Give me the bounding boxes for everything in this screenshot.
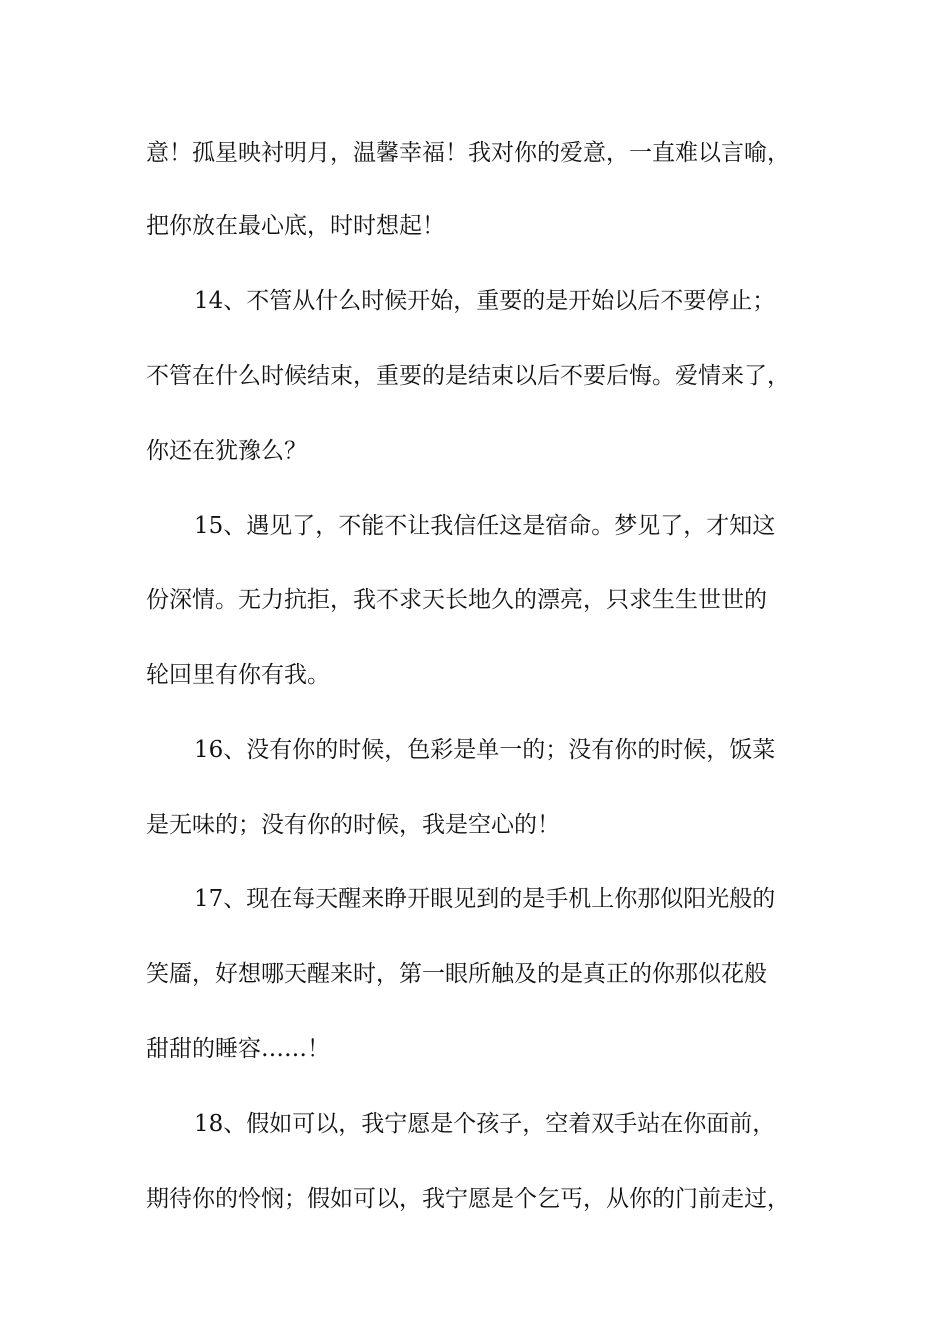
text-line-12: 笑靥，好想哪天醒来时，第一眼所触及的是真正的你那似花般: [146, 961, 767, 987]
text-line-4: 不管在什么时候结束，重要的是结束以后不要后悔。爱情来了，: [146, 363, 790, 389]
text-line-10: 是无味的；没有你的时候，我是空心的！: [146, 812, 560, 838]
text-line-6: 15、遇见了，不能不让我信任这是宿命。梦见了，才知这: [194, 513, 776, 539]
text-line-15: 期待你的怜悯；假如可以，我宁愿是个乞丐，从你的门前走过，: [146, 1186, 790, 1212]
text-line-11: 17、现在每天醒来睁开眼见到的是手机上你那似阳光般的: [194, 886, 776, 912]
text-line-7: 份深情。无力抗拒，我不求天长地久的漂亮，只求生生世世的: [146, 587, 767, 613]
text-line-9: 16、没有你的时候，色彩是单一的；没有你的时候，饭菜: [194, 737, 776, 763]
text-line-13: 甜甜的睡容……！: [146, 1036, 330, 1062]
text-line-5: 你还在犹豫么？: [146, 438, 307, 464]
text-line-1: 意！孤星映衬明月，温馨幸福！我对你的爱意，一直难以言喻，: [146, 140, 790, 166]
text-line-8: 轮回里有你有我。: [146, 662, 330, 688]
text-line-3: 14、不管从什么时候开始，重要的是开始以后不要停止；: [194, 288, 776, 314]
text-line-14: 18、假如可以，我宁愿是个孩子，空着双手站在你面前，: [194, 1111, 776, 1137]
text-line-2: 把你放在最心底，时时想起！: [146, 213, 445, 239]
